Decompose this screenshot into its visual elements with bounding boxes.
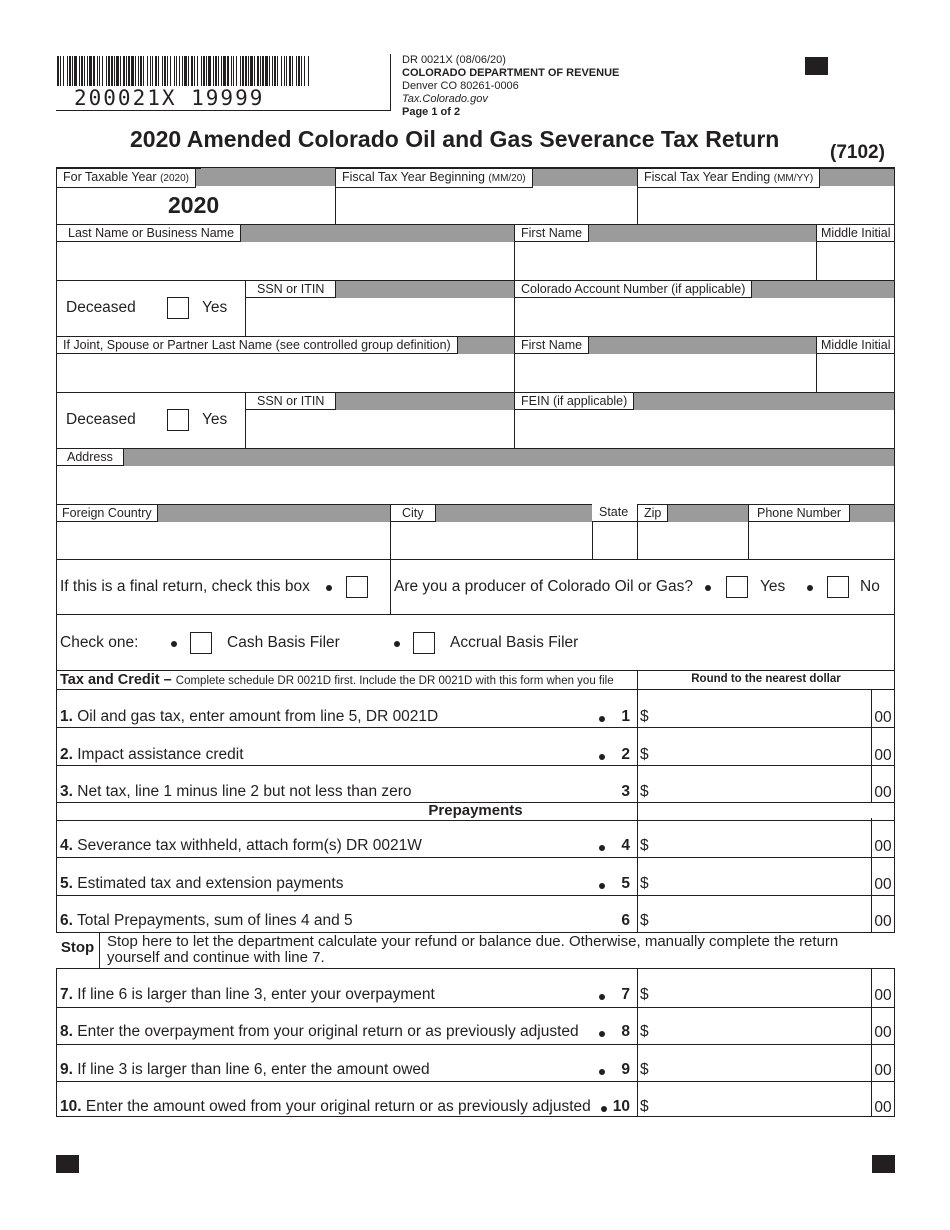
barcode-bar <box>286 56 287 86</box>
fiscal-begin-input[interactable] <box>336 187 636 223</box>
tax-line-text: 1. Oil and gas tax, enter amount from line 5, DR 0021D <box>60 708 439 725</box>
bullet-icon <box>394 641 400 647</box>
barcode-bar <box>164 56 166 86</box>
tax-line-code: 6 <box>621 912 630 929</box>
tax-section-heading: Tax and Credit – Complete schedule DR 0021D first. Include the DR 0021D with this form when you file <box>60 672 614 688</box>
currency-symbol: $ <box>640 986 649 1003</box>
fiscal-end-label: Fiscal Tax Year Ending (MM/YY) <box>637 168 820 188</box>
barcode-bar <box>197 56 198 86</box>
grid-line <box>56 280 895 281</box>
barcode-bar <box>218 56 219 86</box>
spouse-middle-initial-input[interactable] <box>817 355 894 391</box>
address-input[interactable] <box>57 467 894 503</box>
barcode-bar <box>158 56 159 86</box>
grid-line <box>56 392 895 393</box>
barcode-bar <box>123 56 125 86</box>
tax-line-text: 9. If line 3 is larger than line 6, enter the amount owed <box>60 1061 430 1078</box>
header-divider <box>390 54 391 111</box>
barcode-bar <box>296 56 297 86</box>
phone-label: Phone Number <box>748 504 850 522</box>
tax-line-code: 10 <box>612 1098 630 1115</box>
barcode-bar <box>97 56 98 86</box>
barcode-bar <box>179 56 180 86</box>
final-return-checkbox[interactable] <box>346 576 368 598</box>
barcode-bar <box>69 56 71 86</box>
barcode-bar <box>265 56 268 86</box>
barcode-bar <box>240 56 241 86</box>
page-number: Page 1 of 2 <box>402 106 461 118</box>
barcode-bar <box>191 56 193 86</box>
co-account-input[interactable] <box>515 299 894 335</box>
barcode-number: 200021X 19999 <box>74 86 265 110</box>
barcode-bar <box>284 56 285 86</box>
cents-value: 00 <box>874 876 892 893</box>
deceased-yes-label: Yes <box>202 299 228 316</box>
tax-line-text: 6. Total Prepayments, sum of lines 4 and 5 <box>60 912 353 929</box>
middle-initial-label: Middle Initial <box>816 224 895 242</box>
barcode-bar <box>57 56 59 86</box>
taxable-year-value: 2020 <box>168 192 220 218</box>
deceased-checkbox[interactable] <box>167 297 189 319</box>
barcode-bar <box>102 56 103 86</box>
cents-value: 00 <box>874 784 892 801</box>
barcode-bar <box>150 56 151 86</box>
barcode-bar <box>131 56 134 86</box>
barcode-bar <box>126 56 127 86</box>
tax-line-text: 3. Net tax, line 1 minus line 2 but not less than zero <box>60 783 412 800</box>
prepayments-heading: Prepayments <box>428 802 523 819</box>
box-left <box>56 167 57 1117</box>
currency-symbol: $ <box>640 912 649 929</box>
barcode-bar <box>242 56 244 86</box>
check-one-label: Check one: <box>60 634 139 651</box>
cents-value: 00 <box>874 1062 892 1079</box>
barcode-bar <box>155 56 157 86</box>
barcode-bar <box>120 56 121 86</box>
grid-line <box>56 820 895 821</box>
barcode-bar <box>223 56 226 86</box>
barcode-bar <box>81 56 83 86</box>
address-header-bar <box>56 448 895 466</box>
barcode-bar <box>143 56 144 86</box>
fein-label: FEIN (if applicable) <box>514 392 634 410</box>
barcode-bar <box>281 56 282 86</box>
city-input[interactable] <box>391 523 591 558</box>
tax-line-6-amount-input[interactable] <box>652 901 870 932</box>
currency-symbol: $ <box>640 1061 649 1078</box>
registration-mark-bottom-left <box>56 1155 79 1173</box>
tax-line-text: 2. Impact assistance credit <box>60 746 244 763</box>
fein-input[interactable] <box>515 411 894 447</box>
barcode-bar <box>304 56 305 86</box>
barcode-bar <box>63 56 64 86</box>
tax-line-code: 1 <box>621 708 630 725</box>
tax-line-text: 8. Enter the overpayment from your original return or as previously adjusted <box>60 1023 579 1040</box>
grid-line <box>56 765 895 766</box>
barcode-bar <box>260 56 261 86</box>
ssn-input[interactable] <box>246 299 513 335</box>
foreign-country-label: Foreign Country <box>56 504 158 522</box>
barcode-bar <box>99 56 100 86</box>
grid-line <box>56 614 895 615</box>
barcode-bar <box>254 56 255 86</box>
grid-line <box>56 727 895 728</box>
spouse-deceased-checkbox[interactable] <box>167 409 189 431</box>
barcode-bar <box>231 56 232 86</box>
form-code: (7102) <box>830 142 885 163</box>
barcode-bar <box>248 56 249 86</box>
barcode-bar <box>194 56 195 86</box>
barcode-bar <box>170 56 171 86</box>
tax-line-code: 8 <box>621 1023 630 1040</box>
currency-symbol: $ <box>640 875 649 892</box>
spouse-first-name-input[interactable] <box>515 355 815 391</box>
barcode-bar <box>182 56 183 86</box>
producer-question: Are you a producer of Colorado Oil or Gas? <box>394 578 693 595</box>
grid-line <box>56 689 895 690</box>
barcode-bar <box>301 56 302 86</box>
barcode-bar <box>250 56 253 86</box>
first-name-label: First Name <box>514 224 589 242</box>
barcode-bar <box>147 56 148 86</box>
stop-text: Stop here to let the department calculate your refund or balance due. Otherwise, manually complete the return yourself and continue with line 7. <box>107 933 839 966</box>
barcode-bar <box>140 56 142 86</box>
registration-mark-bottom-right <box>872 1155 895 1173</box>
barcode-graphic <box>57 56 309 86</box>
producer-no-checkbox[interactable] <box>827 576 849 598</box>
barcode-bar <box>245 56 247 86</box>
box-right <box>894 167 895 1117</box>
barcode-bar <box>167 56 168 86</box>
box-bottom <box>56 1116 895 1117</box>
tax-line-9-amount-input[interactable] <box>652 1050 870 1081</box>
barcode-bar <box>84 56 85 86</box>
gray-fill <box>201 168 335 186</box>
cents-value: 00 <box>874 987 892 1004</box>
ssn-label: SSN or ITIN <box>245 280 336 298</box>
barcode-bar <box>221 56 222 86</box>
accrual-basis-checkbox[interactable] <box>413 632 435 654</box>
barcode-bar <box>174 56 175 86</box>
phone-input[interactable] <box>749 523 894 558</box>
barcode-bar <box>152 56 153 86</box>
barcode-bar <box>206 56 207 86</box>
tax-line-text: 7. If line 6 is larger than line 3, enter your overpayment <box>60 986 435 1003</box>
cash-basis-checkbox[interactable] <box>190 632 212 654</box>
barcode-bar <box>272 56 273 86</box>
producer-yes-label: Yes <box>760 578 786 595</box>
grid-line <box>56 857 895 858</box>
barcode-bar <box>162 56 163 86</box>
barcode-bar <box>208 56 211 86</box>
tax-line-text: 10. Enter the amount owed from your original return or as previously adjusted <box>60 1098 591 1115</box>
barcode-bar <box>114 56 115 86</box>
tax-line-code: 7 <box>621 986 630 1003</box>
spouse-first-name-label: First Name <box>514 336 589 354</box>
grid-line <box>56 1044 895 1045</box>
currency-symbol: $ <box>640 1098 649 1115</box>
middle-initial-input[interactable] <box>817 243 894 279</box>
barcode-bar <box>72 56 73 86</box>
barcode-bar <box>289 56 291 86</box>
barcode-bar <box>135 56 136 86</box>
first-name-input[interactable] <box>515 243 815 279</box>
grid-line <box>56 1081 895 1082</box>
amount-column-divider <box>637 670 638 1117</box>
grid-line <box>56 670 895 671</box>
barcode-bar <box>227 56 229 86</box>
barcode-bar <box>298 56 300 86</box>
zip-input[interactable] <box>638 523 747 558</box>
grid-line <box>56 559 895 560</box>
bullet-icon <box>326 585 332 591</box>
spouse-deceased-label: Deceased <box>66 411 136 428</box>
barcode-bar <box>236 56 237 86</box>
tax-line-2-amount-input[interactable] <box>652 735 870 765</box>
form-id: DR 0021X (08/06/20) <box>402 54 506 66</box>
grid-line <box>56 895 895 896</box>
cash-basis-label: Cash Basis Filer <box>227 634 340 651</box>
tax-line-5-amount-input[interactable] <box>652 864 870 895</box>
barcode-bar <box>269 56 270 86</box>
tax-line-code: 9 <box>621 1061 630 1078</box>
barcode-bar <box>106 56 107 86</box>
stop-label: Stop <box>56 932 100 969</box>
state-input[interactable] <box>593 523 636 558</box>
bullet-icon <box>705 585 711 591</box>
barcode-bar <box>213 56 214 86</box>
barcode-bar <box>257 56 259 86</box>
barcode-bar <box>277 56 278 86</box>
barcode-bar <box>188 56 189 86</box>
barcode-bar <box>292 56 293 86</box>
tax-line-10-amount-input[interactable] <box>652 1087 870 1116</box>
foreign-country-input[interactable] <box>57 523 389 558</box>
deceased-label: Deceased <box>66 299 136 316</box>
department: COLORADO DEPARTMENT OF REVENUE <box>402 67 620 79</box>
barcode-bar <box>111 56 113 86</box>
barcode <box>57 56 309 86</box>
spouse-ssn-label: SSN or ITIN <box>245 392 336 410</box>
barcode-bar <box>128 56 130 86</box>
round-note: Round to the nearest dollar <box>691 673 841 685</box>
cents-value: 00 <box>874 1099 892 1116</box>
tax-line-code: 2 <box>621 746 630 763</box>
currency-symbol: $ <box>640 783 649 800</box>
spouse-last-name-label: If Joint, Spouse or Partner Last Name (see controlled group definition) <box>56 336 458 354</box>
zip-label: Zip <box>637 504 668 522</box>
grid-line <box>56 448 895 449</box>
last-name-label: Last Name or Business Name <box>56 224 241 242</box>
cents-value: 00 <box>874 709 892 726</box>
barcode-bar <box>67 56 68 86</box>
form-title: 2020 Amended Colorado Oil and Gas Severance Tax Return <box>130 126 780 152</box>
barcode-bar <box>233 56 234 86</box>
dept-address: Denver CO 80261-0006 <box>402 80 519 92</box>
cents-value: 00 <box>874 747 892 764</box>
cents-value: 00 <box>874 838 892 855</box>
spouse-ssn-input[interactable] <box>246 411 513 447</box>
barcode-bar <box>184 56 187 86</box>
barcode-bar <box>108 56 110 86</box>
barcode-bar <box>201 56 202 86</box>
tax-line-code: 5 <box>621 875 630 892</box>
tax-line-3-amount-input[interactable] <box>652 772 870 802</box>
barcode-bar <box>262 56 264 86</box>
tax-line-code: 3 <box>621 783 630 800</box>
website: Tax.Colorado.gov <box>402 93 488 105</box>
barcode-bar <box>87 56 88 86</box>
spouse-deceased-yes-label: Yes <box>202 411 228 428</box>
barcode-bar <box>203 56 205 86</box>
spouse-middle-initial-label: Middle Initial <box>816 336 895 354</box>
final-return-label: If this is a final return, check this box <box>60 578 310 595</box>
tax-line-code: 4 <box>621 837 630 854</box>
barcode-bar <box>60 56 61 86</box>
currency-symbol: $ <box>640 1023 649 1040</box>
barcode-bar <box>308 56 309 86</box>
header-underline <box>56 110 390 111</box>
registration-mark-top <box>805 57 828 75</box>
producer-yes-checkbox[interactable] <box>726 576 748 598</box>
last-name-input[interactable] <box>57 243 513 279</box>
tax-line-7-amount-input[interactable] <box>652 975 870 1007</box>
bullet-icon <box>171 641 177 647</box>
barcode-bar <box>274 56 276 86</box>
state-label: State <box>599 505 629 519</box>
currency-symbol: $ <box>640 837 649 854</box>
barcode-bar <box>138 56 139 86</box>
barcode-bar <box>215 56 217 86</box>
tax-line-1-amount-input[interactable] <box>652 697 870 727</box>
producer-no-label: No <box>860 578 880 595</box>
spouse-last-name-input[interactable] <box>57 355 513 391</box>
currency-symbol: $ <box>640 708 649 725</box>
grid-line <box>56 1007 895 1008</box>
tax-line-text: 5. Estimated tax and extension payments <box>60 875 344 892</box>
accrual-basis-label: Accrual Basis Filer <box>450 634 579 651</box>
tax-line-4-amount-input[interactable] <box>652 826 870 857</box>
address-label: Address <box>56 448 124 466</box>
barcode-bar <box>79 56 80 86</box>
taxable-year-label: For Taxable Year (2020) <box>56 168 196 188</box>
barcode-bar <box>176 56 177 86</box>
bullet-icon <box>807 585 813 591</box>
cents-value: 00 <box>874 1024 892 1041</box>
tax-line-text: 4. Severance tax withheld, attach form(s) DR 0021W <box>60 837 422 854</box>
fiscal-begin-label: Fiscal Tax Year Beginning (MM/20) <box>335 168 533 188</box>
barcode-bar <box>93 56 95 86</box>
city-label: City <box>390 504 436 522</box>
barcode-bar <box>89 56 92 86</box>
tax-line-8-amount-input[interactable] <box>652 1012 870 1044</box>
currency-symbol: $ <box>640 746 649 763</box>
cents-value: 00 <box>874 913 892 930</box>
co-account-label: Colorado Account Number (if applicable) <box>514 280 752 298</box>
barcode-bar <box>74 56 77 86</box>
fiscal-end-input[interactable] <box>638 187 894 223</box>
barcode-bar <box>116 56 119 86</box>
